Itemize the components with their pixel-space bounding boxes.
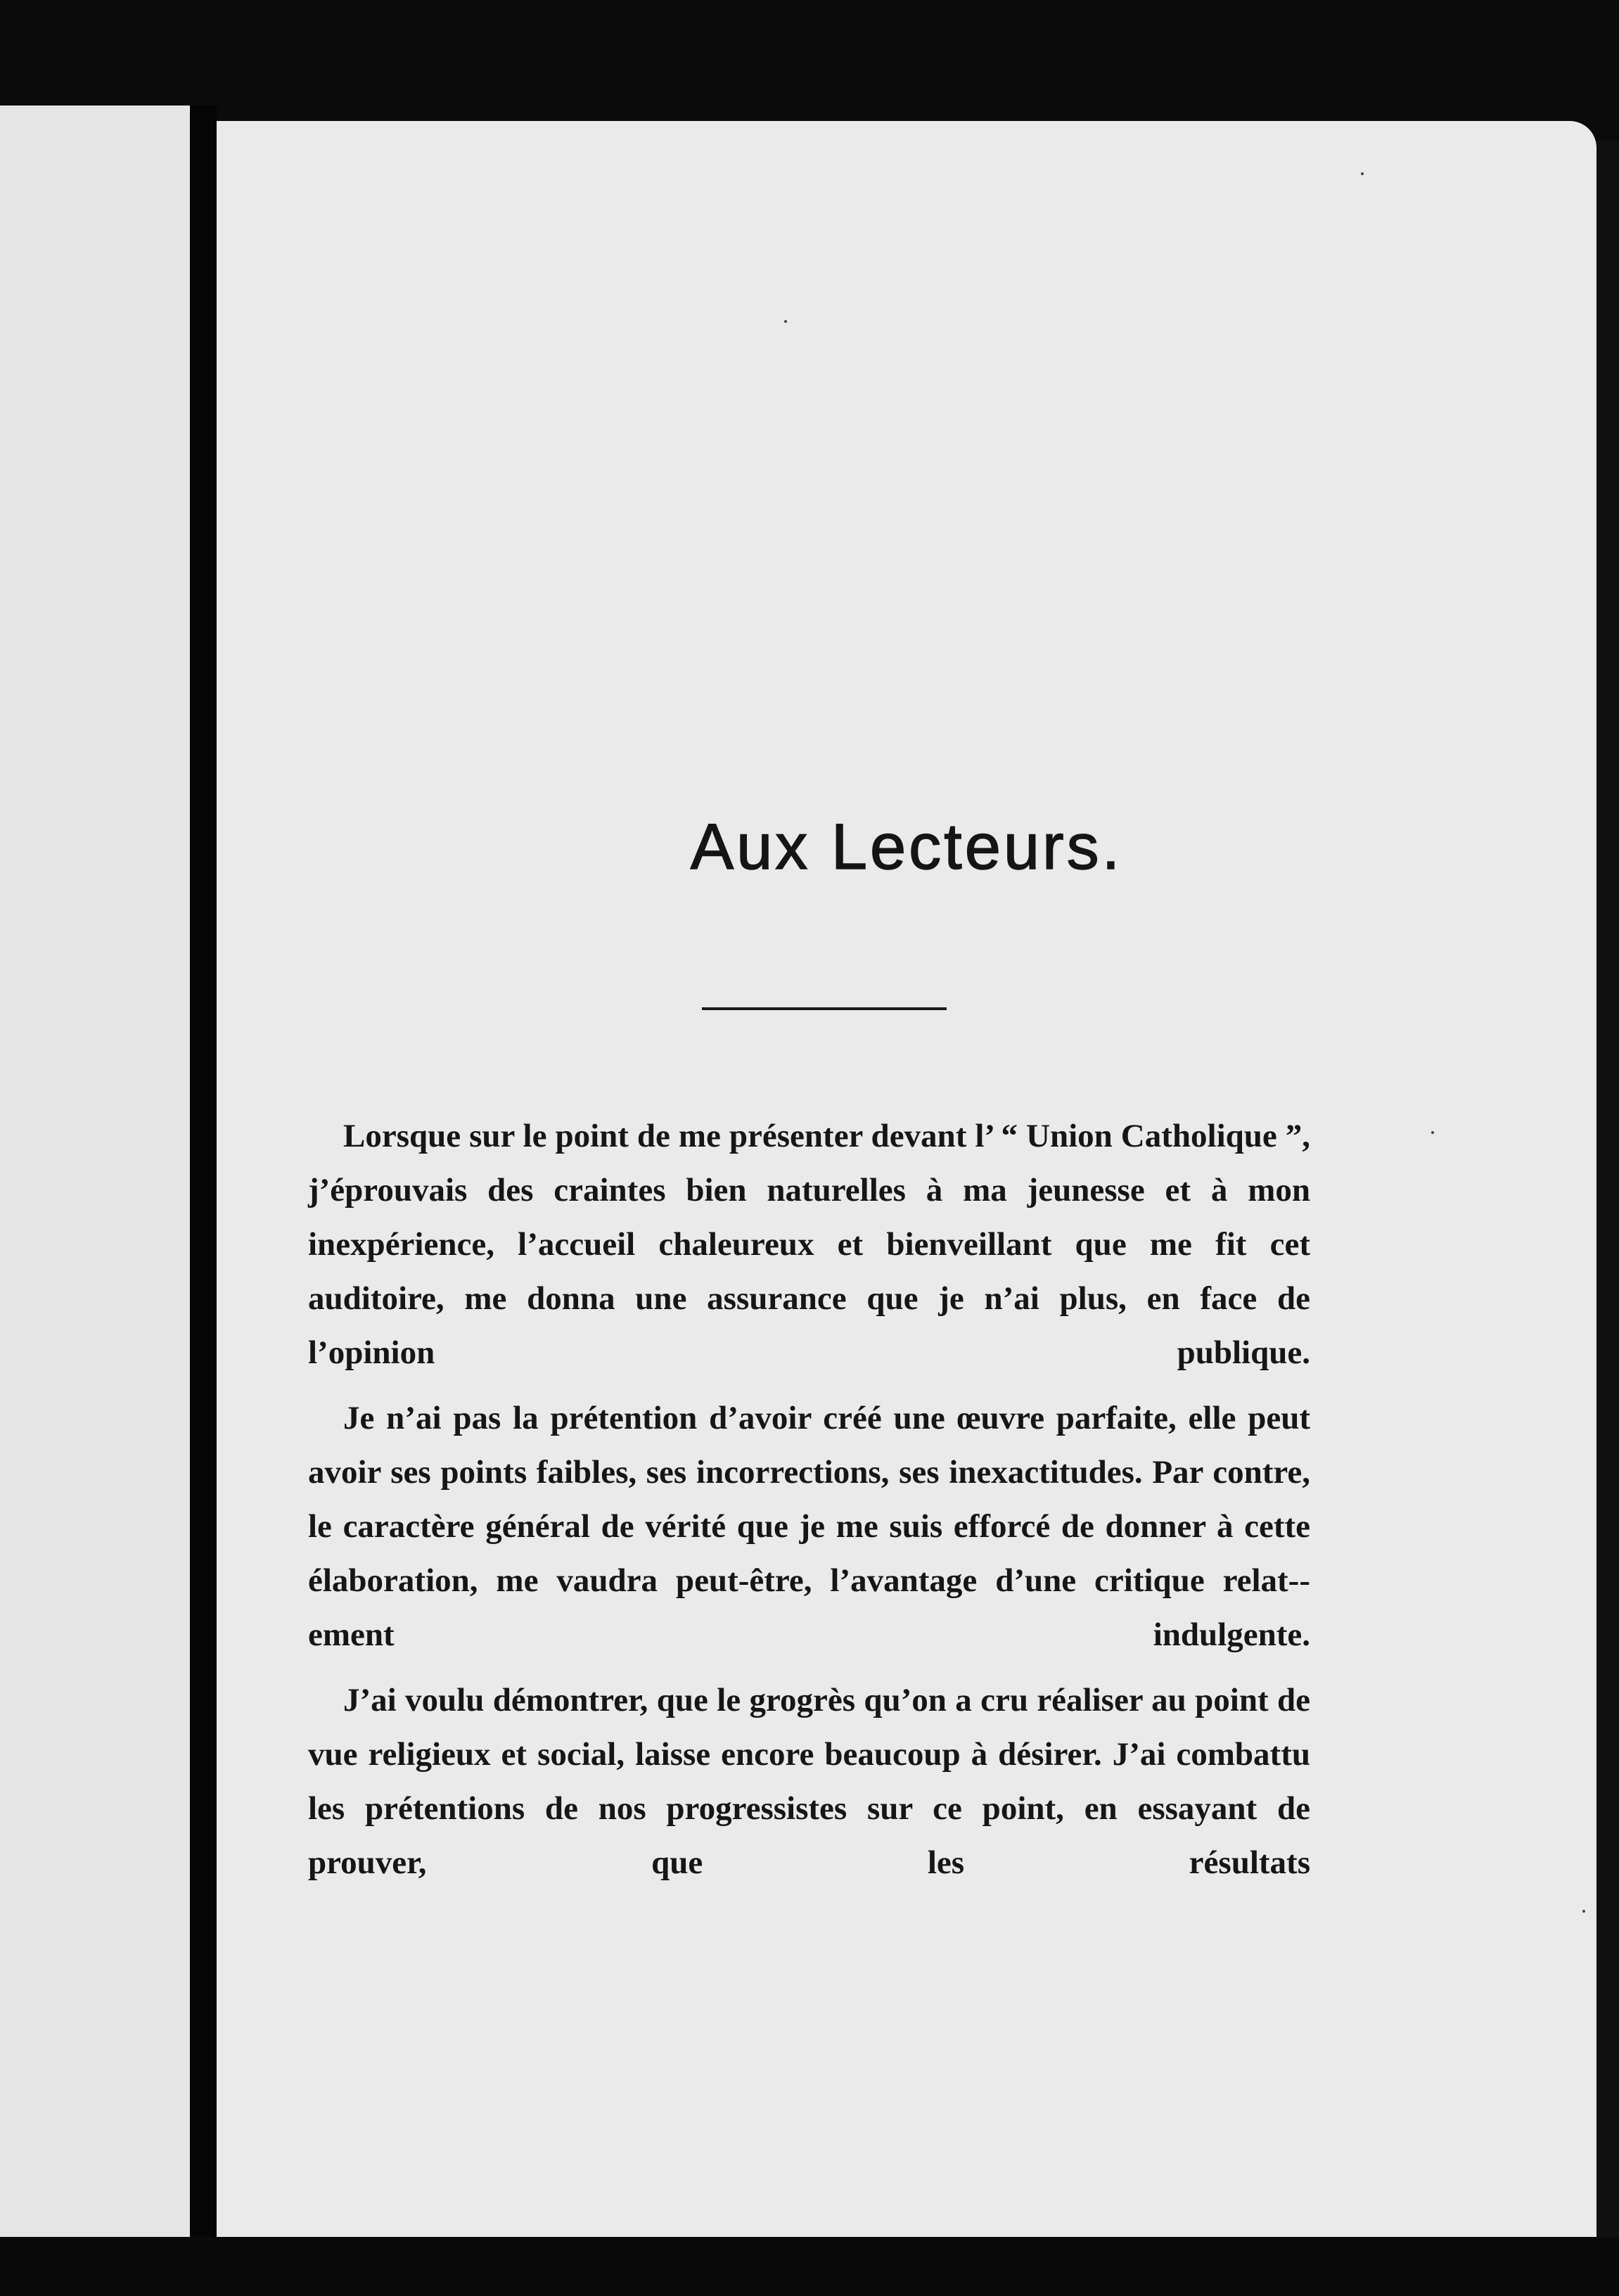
page-title: Aux Lecteurs. bbox=[690, 811, 1123, 883]
dust-speck bbox=[784, 320, 787, 323]
paragraph-2: Je n’ai pas la prétention d’avoir créé une œuvre parfaite, elle peut avoir ses points faibles, ses incorrections, ses inexactitudes. Par contre, le caractère général de vérité que je me suis efforcé de donner à cette élaboration, me vaudra peut-être, l’avantage d’une critique relat--ement indulgente. bbox=[308, 1400, 1310, 1653]
right-page-edge bbox=[1596, 141, 1619, 2237]
paragraph-1: Lorsque sur le point de me présenter devant l’ “ Union Catholique ”, j’éprouvais des craintes bien naturelles à ma jeunesse et à mon inexpérience, l’accueil chaleureux et bienveillant que me fit cet auditoire, me donna une assurance que je n’ai plus, en face de l’opinion publique. bbox=[308, 1118, 1310, 1371]
book-page bbox=[217, 121, 1596, 2237]
bottom-border bbox=[0, 2237, 1619, 2296]
dust-speck bbox=[1361, 172, 1364, 175]
paragraph-3: J’ai voulu démontrer, que le grogrès qu’on a cru réaliser au point de vue religieux et social, laisse encore beaucoup à désirer. J’ai combattu les prétentions de nos progressistes sur ce point, en essayant de prouver, que les résultats bbox=[308, 1682, 1310, 1881]
body-text bbox=[308, 1109, 1310, 1901]
left-facing-page bbox=[0, 106, 190, 2237]
book-gutter bbox=[190, 106, 217, 2237]
dust-speck bbox=[1431, 1131, 1434, 1134]
dust-speck bbox=[1582, 1910, 1585, 1913]
title-rule bbox=[702, 1007, 947, 1010]
